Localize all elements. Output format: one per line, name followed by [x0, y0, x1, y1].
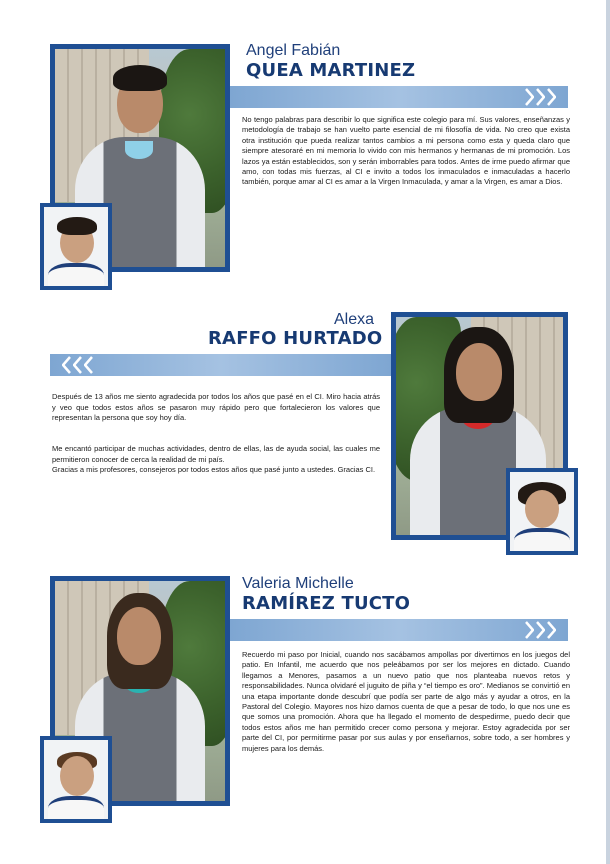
testimonial-paragraph: Recuerdo mi paso por Inicial, cuando nos sacábamos ampollas por divertirnos en los juegos del patio. En Infantil, me acuerdo que nos peleábamos por ser los mejores en dictado. Cuando llegamos a Menores, pasamos a un nuevo patio que nos planteaba nuevos retos y responsabilidades. Nunca olvidaré el juguito de piña y “el tiempo es oro”. Medianos se convirtió en una etapa importante donde descubrí que podía ser parte de algo más y ayudar a otros, en la Pastoral del Colegio. Mayores nos hizo darnos cuenta de que a pesar de todo, lo que nos une es que somos una promoción. Ahora que ha llegado el momento de despedirme, puedo decir que todos estos años me han permitido crecer como persona y mejorar. Estoy agradecida por ser parte del CI, por permitirme pasar por sus aulas y por enseñarnos, sobre todo, a ser hombres y mujeres para los demás.: [242, 650, 570, 753]
student-first-name: Alexa: [334, 311, 375, 328]
decorative-band: [50, 354, 392, 376]
childhood-photo-1: [40, 203, 112, 290]
testimonial-paragraph: Después de 13 años me siento agradecida por todos los años que pasé en el CI. Miro hacia atrás y veo que todos estos años se pasaron muy rápido pero que fortalecieron los valores que representan la persona que soy hoy día.: [52, 392, 380, 423]
testimonial-paragraph: No tengo palabras para describir lo que significa este colegio para mí. Sus valores, enseñanzas y metodología de trabajo se han vuelto parte esencial de mi filosofía de vida. No creo que exista otra institución que pueda realizar tantos cambios a mi persona como esta y queda claro que siempre atesoraré en mi memoria lo vivido con mis hermanos y hermanas de mi promoción. Los lazos ya están establecidos, son y serán imborrables para todos. Antes de irme puedo afirmar que amo, con todas mis fuerzas, al CI e invito a todos los inmaculados e inmaculadas a hacerlo también, porque amar al CI es amar a la Virgen Inmaculada, y amar a la Virgen, es amar a Dios.: [242, 115, 570, 187]
student-first-name: Angel Fabián: [246, 42, 341, 59]
decorative-band: [230, 86, 568, 108]
page-edge: [606, 0, 610, 864]
student-last-name: RAFFO HURTADO: [208, 328, 383, 349]
student-first-name: Valeria Michelle: [242, 575, 354, 592]
student-testimonial: [242, 650, 570, 754]
student-testimonial: [242, 115, 570, 188]
decorative-band: [230, 619, 568, 641]
student-testimonial: [52, 382, 380, 486]
testimonial-paragraph: Me encantó participar de muchas actividades, dentro de ellas, las de ayuda social, las cuales me permitieron conocer de cerca la realidad de mi país. Gracias a mis profesores, consejeros por todos estos años que pasé junto a ustedes. Gracias CI.: [52, 444, 380, 475]
student-last-name: QUEA MARTINEZ: [246, 60, 416, 81]
childhood-photo-3: [40, 736, 112, 823]
childhood-photo-2: [506, 468, 578, 555]
student-last-name: RAMÍREZ TUCTO: [242, 593, 411, 614]
